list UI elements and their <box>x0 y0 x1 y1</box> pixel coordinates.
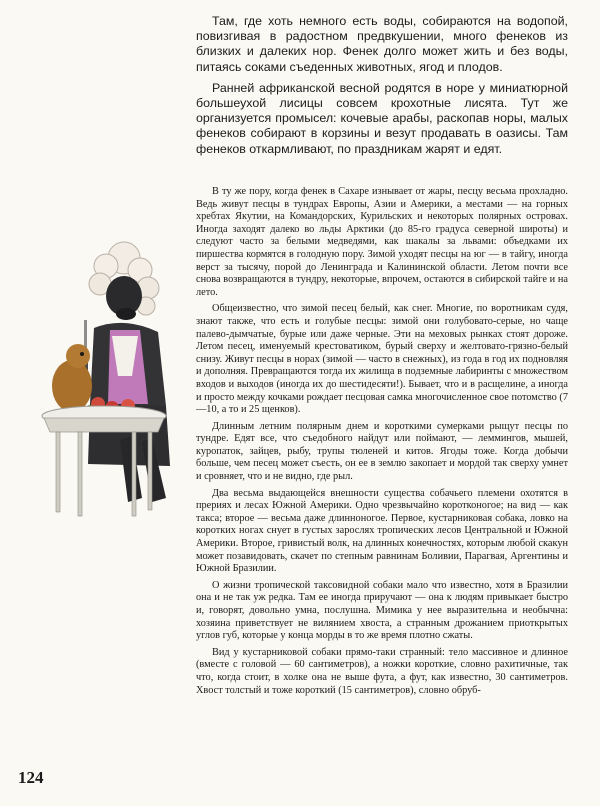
small-animal <box>52 344 92 412</box>
illustration-dog-at-table <box>20 236 196 536</box>
page-number: 124 <box>18 768 44 787</box>
paragraph: О жизни тропической таксовидной собаки мало что известно, хотя в Бразилии она и не так уж редка. Там ее иногда приручают — она к людям привыкает быстро и, говорят, довольно умна, послушна. Мимика у нее выразительна и необычна: хозяина приветствует не вилянием хвоста, а странным дрожанием приоткрытых углов губ, которые у конца морды в то же время плотно сжаты. <box>196 579 568 642</box>
paragraph: Длинным летним полярным днем и короткими сумерками рыщут песцы по тундре. Едят все, что съедобного найдут или поймают, — леммингов, мышей, куропаток, зайцев, рыбу, трупы тюленей и китов. Ягоды тоже. Когда добычи больше, чем песец может съесть, он ее в землю закопает и мордой так сверху умнет и сровняет, что и не видно, где рыл. <box>196 420 568 483</box>
intro-text-block <box>196 14 568 163</box>
paragraph: Два весьма выдающейся внешности существа собачьего племени охотятся в прериях и лесах Южной Америки. Одно чрезвычайно коротконогое; на вид — как такса; второе — весьма даже длинноногое. Первое, кустарниковая собака, ловко на коротких ногах снует в густых зарослях тропических лесов Центральной и Южной Америки. Второе, гривистый волк, на длинных конечностях, которым любой скакун может позавидовать, скачет по степным равнинам Боливии, Парагвая, Аргентины и Южной Бразилии. <box>196 487 568 575</box>
main-text-block <box>196 186 568 701</box>
paragraph: В ту же пору, когда фенек в Сахаре изнывает от жары, песцу весьма прохладно. Ведь живут песцы в тундрах Европы, Азии и Америки, а местами — на горных хребтах Якутии, на Командорских, Курильских и некоторых полярных островах. Иногда заходят далеко во льды Арктики (до 85-го градуса северной широты) и следуют часто за белыми медведями, как шакалы за львами: объедками их пиршества кормятся в голодную пору. Зимой уходят песцы на юг — в тайгу, иногда верст за тысячу, порой до Ленинграда и Калининской области. Летом почти все снова возвращаются в тундру, некоторые, впрочем, остаются в сибирской тайге и на лето. <box>196 186 568 298</box>
dog-figure <box>88 276 170 502</box>
paragraph: Вид у кустарниковой собаки прямо-таки странный: тело массивное и длинное (вместе с головой — 60 сантиметров), а ножки короткие, словно рахитичные, так что, когда стоит, в холке она не выше фута, а фут, как известно, 30 сантиметров. Хвост толстый и тоже короткий (15 сантиметров), словно обруб- <box>196 646 568 696</box>
paragraph: Общеизвестно, что зимой песец белый, как снег. Многие, по воротникам судя, знают также, что есть и голубые песцы: зимой они голубовато-серые, но чаще палево-дымчатые, бурые или даже черные. Эти на меховых рынках стоят дороже. Летом песец, именуемый крестоватиком, бурый сверху и желтовато-грязно-белый снизу. Живут песцы в норах (зимой — часто в снежных), из года в год их подновляя и дополняя. Превращаются тогда их жилища в подземные лабиринты с множеством входов и выходов (иногда их до шестидесяти!). Бывает, что и в расщелине, а иногда и просто между кочками рождает песцовая самка многочисленное свое потомство (7—10, а то и 25 щенков). <box>196 303 568 416</box>
paragraph: Там, где хоть немного есть воды, собираются на водопой, повизгивая в радостном предвкушении, много фенеков из близких и далеких нор. Фенек долго может жить и без воды, питаясь соками съеденных животных, ягод и плодов. <box>196 14 568 74</box>
paragraph: Ранней африканской весной родятся в норе у миниатюрной большеухой лисицы совсем крохотные лисята. Тут же организуется промысел: кочевые арабы, раскопав норы, малых фенеков собирают в корзины и везут продавать в оазисы. Там фенеков откармливают, по праздникам жарят и едят. <box>196 80 568 156</box>
